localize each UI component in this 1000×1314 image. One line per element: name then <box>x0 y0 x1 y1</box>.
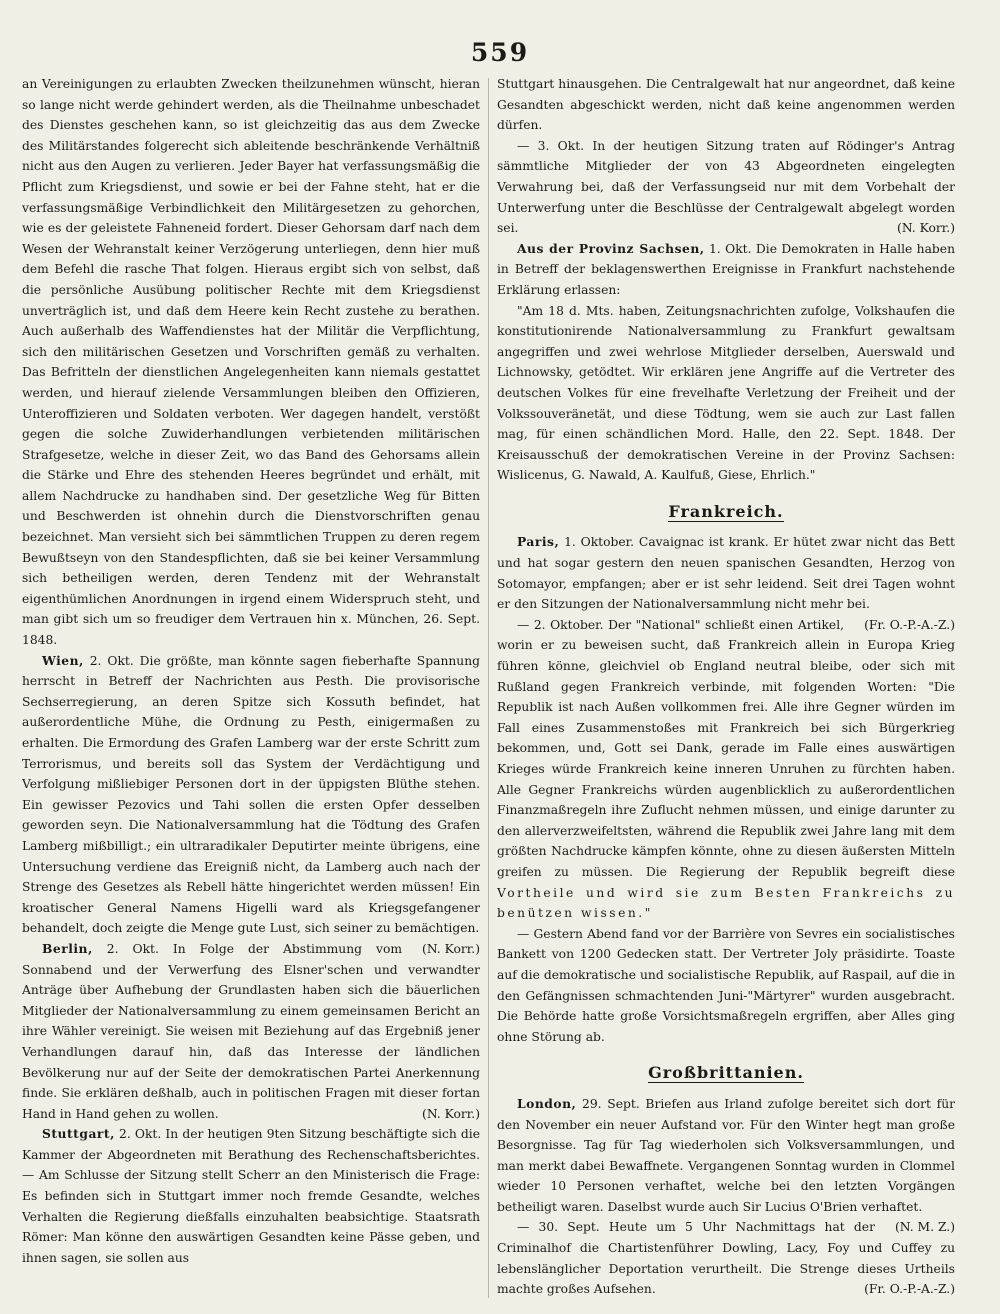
london-sept30-source: (Fr. O.-P.-A.-Z.) <box>864 1282 955 1297</box>
vienna-text: 2. Okt. Die größte, man könnte sagen fieberhafte Spannung herrscht in Betreff der Nachrichten aus Pesth. Die provisorische Sechserregierung, an deren Spitze sich Kossuth befindet, hat außerordentliche Mühe, die Ordnung zu Pesth, einigermaßen zu erhalten. Die Ermordung des Grafen Lamberg war der erste Schritt zum Terrorismus, und bereits soll das System der Verdächtigung und Verfolgung mißliebiger Personen dort in der üppigsten Blüthe stehen. Ein gewisser Pezovics und Tahi sollen die ersten Opfer desselben geworden seyn. Die Nationalversammlung hat die Tödtung des Grafen Lamberg mißbilligt.; ein ultraradikaler Deputirter meinte übrigens, eine Untersuchung verdiene das Ereigniß nicht, da Lamberg auch nach der Strenge des Gesetzes als Rebell hätte hingerichtet werden müssen! Ein kroatischer General Namens Higelli ward als Kriegsgefangener behandelt, doch zeigte die Menge gute Lust, sich seiner zu bemächtigen. <box>22 653 480 936</box>
page-number: 559 <box>470 38 530 67</box>
munich-decree-paragraph: an Vereinigungen zu erlaubten Zwecken theilzunehmen wünscht, hieran so lange nicht werde gehindert werden, als die Theilnahme unbeschadet des Dienstes geschehen kann, so ist gleichzeitig das aus dem Zwecke des Militärstandes folgerecht sich ableitende beschränkende Verhältniß nicht aus den Augen zu verlieren. Jeder Bayer hat verfassungsmäßig die Pflicht zum Kriegsdienst, und sowie er bei der Fahne steht, hat er die verfassungsmäßige Verbindlichkeit den Militärgesetzen zu gehorchen, wie es der geleistete Fahneneid fordert. Dieser Gehorsam darf nach dem Wesen der Wehranstalt keiner Verzögerung unterliegen, denn hier muß dem Befehl die rasche That folgen. Hieraus ergibt sich von selbst, daß die persönliche Ausübung politischer Rechte mit dem Kriegsdienst unverträglich ist, und daß dem Heere kein Recht zustehe zu berathen. Auch außerhalb des Waffendienstes hat der Militär die Verpflichtung, sich den militärischen Gesetzen und Vorschriften gemäß zu verhalten. Das Befritteln der dienstlichen Angelegenheiten kann niemals gestattet werden, und hierauf zielende Versammlungen bleiben den Offizieren, Unteroffizieren und Soldaten verboten. Wer dagegen handelt, verstößt gegen die solche Zuwiderhandlungen verbietenden militärischen Strafgesetze, welche in dieser Zeit, wo das Band des Gehorsams allein die Stärke und Ehre des stehenden Heeres begründet und erhält, mit allem Nachdrucke zu handhaben sind. Der gesetzliche Weg für Bitten und Beschwerden ist ohnehin durch die Dienstvorschriften genau bezeichnet. Man versieht sich bei sämmtlichen Truppen zu deren regem Bewußtseyn von den Standespflichten, daß sie bei keiner Versammlung sich betheiligen werden, deren Tendenz mit der Wehranstalt eigenthümlichen Anordnungen in irgend einem Widerspruch steht, und man gibt sich um so freudiger dem Vertrauen hin x. München, 26. Sept. 1848. <box>22 77 480 648</box>
vienna-source: (N. Korr.) <box>422 941 480 956</box>
saxony-article <box>497 239 955 301</box>
london-text: 29. Sept. Briefen aus Irland zufolge bereitet sich dort für den November ein neuer Aufstand vor. Für den Winter hegt man große Besorgnisse. Tag für Tag wiederholen sich Volksversammlungen, und man merkt dabei Bewaffnete. Vergangenen Sonntag wurden in Clommel wieder 10 Personen verhaftet, welche bei den letzten Vorgängen betheiligt waren. Daselbst wurde auch Sir Lucius O'Brien verhaftet. <box>497 1096 955 1214</box>
stuttgart-text: 2. Okt. In der heutigen 9ten Sitzung beschäftigte sich die Kammer der Abgeordneten mit Berathung des Rechenschaftsberichtes. — Am Schlusse der Sitzung stellt Scherr an den Ministerisch die Frage: Es befinden sich in Stuttgart immer noch fremde Gesandte, welches Verhalten die Regierung dießfalls einzuhalten beabsichtige. Staatsrath Römer: Man könne den auswärtigen Gesandten keine Pässe geben, und ihnen sagen, sie sollen aus <box>22 1127 480 1265</box>
paris-oct2-spaced-text: Vortheile und wird sie zum Besten Frankreichs zu benützen wissen. <box>497 885 955 921</box>
stuttgart-oct3-article <box>497 136 955 239</box>
paris-text: 1. Oktober. Cavaignac ist krank. Er hütet zwar nicht das Bett und hat sogar gestern den neuen spanischen Gesandten, Herzog von Sotomayor, empfangen; aber er ist sehr leidend. Seit drei Tagen wohnt er den Sitzungen der Nationalversammlung nicht mehr bei. <box>497 535 955 612</box>
frankreich-heading-text: Frankreich. <box>668 501 784 521</box>
berlin-text: 2. Okt. In Folge der Abstimmung vom Sonnabend und der Verwerfung des Elsner'schen und verwandter Anträge über Aufhebung der Grundlasten haben sich die bäuerlichen Mitglieder der Nationalversammlung zu einem gemeinsamen Bericht an ihre Wähler vereinigt. Sie weisen mit Beziehung auf das Ergebniß jener Verhandlungen darauf hin, daß das Interesse der ländlichen Bevölkerung nur auf der Seite der demokratischen Partei Anerkennung finde. Sie erklären deßhalb, auch in politischen Fragen mit dieser fortan Hand in Hand gehen zu wollen. <box>22 941 480 1121</box>
stuttgart-oct3-text: — 3. Okt. In der heutigen Sitzung traten auf Rödinger's Antrag sämmtliche Mitglieder der von 43 Abgeordneten eingelegten Verwahrung bei, daß der Verfassungseid nur mit dem Vorbehalt der Unterwerfung unter die Beschlüsse der Centralgewalt abgelegt worden sei. <box>497 138 955 236</box>
stuttgart-oct3-source: (N. Korr.) <box>897 221 955 236</box>
vienna-dateline: Wien, <box>42 652 84 668</box>
paris-banquet-article: — Gestern Abend fand vor der Barrière von Sevres ein socialistisches Bankett von 1200 Gedecken statt. Der Vertreter Joly präsidirte. Toaste auf die demokratische und socialistische Republik, auf Raspail, auf die in den Gefängnissen schmachtenden Juni-"Märtyrer" wurden ausgebracht. Die Behörde hatte große Vorsichtsmaßregeln ergriffen, aber Alles ging ohne Störung ab. <box>497 926 955 1044</box>
berlin-source: (N. Korr.) <box>422 1106 480 1121</box>
berlin-dateline: Berlin, <box>42 940 93 956</box>
paris-dateline: Paris, <box>517 534 560 550</box>
stuttgart-continuation: Stuttgart hinausgehen. Die Centralgewalt hat nur angeordnet, daß keine Gesandten abgeschickt werden, nicht daß keine angenommen werden dürfen. <box>497 77 955 133</box>
paris-oct2-article <box>497 615 955 924</box>
paris-oct2-end: " <box>644 906 651 921</box>
paris-source: (Fr. O.-P.-A.-Z.) <box>864 617 955 632</box>
berlin-article <box>22 939 480 1124</box>
paris-oct2-text: — 2. Oktober. Der "National" schließt einen Artikel, worin er zu beweisen sucht, daß Frankreich allein in Europa Krieg führen könne, gleichviel ob England neutral bleibe, oder sich mit Rußland gegen Frankreich verbinde, mit folgenden Worten: "Die Republik ist nach Außen vollkommen frei. Alle ihre Gegner würden im Fall eines Zusammenstoßes mit Frankreich bei sich Bürgerkrieg bekommen, und, Gott sei Dank, gerade im Falle eines auswärtigen Krieges würde Frankreich keine inneren Unruhen zu fürchten haben. Alle Gegner Frankreichs würden augenblicklich zu außerordentlichen Finanzmaßregeln ihre Zuflucht nehmen müssen, und einige darunter zu den allerverzweifeltsten, während die Republik zwei Jahre lang mit dem größten Nachdrucke kämpfen könnte, ohne zu diesen äußersten Mitteln greifen zu müssen. Die Regierung der Republik begreift diese <box>497 617 955 879</box>
left-column <box>22 74 480 1306</box>
london-sept30-text: — 30. Sept. Heute um 5 Uhr Nachmittags hat der Criminalhof die Chartistenführer Dowling, Lacy, Foy und Cuffey zu lebenslänglicher Deportation verurtheilt. Die Strenge dieses Urtheils machte großes Aufsehen. <box>497 1220 955 1297</box>
section-heading-grossbrittanien <box>497 1063 955 1084</box>
right-column <box>497 74 955 1306</box>
london-dateline: London, <box>517 1095 577 1111</box>
london-article <box>497 1094 955 1235</box>
saxony-text: 1. Okt. Die Demokraten in Halle haben in Betreff der beklagenswerthen Ereignisse in Frankfurt nachstehende Erklärung erlassen: <box>497 241 955 297</box>
paris-article <box>497 532 955 632</box>
saxony-dateline: Aus der Provinz Sachsen, <box>517 240 705 256</box>
section-heading-frankreich <box>497 502 955 523</box>
stuttgart-dateline: Stuttgart, <box>42 1126 115 1142</box>
halle-declaration: "Am 18 d. Mts. haben, Zeitungsnachrichten zufolge, Volkshaufen die konstitutionirende Nationalversammlung zu Frankfurt gewaltsam angegriffen und zwei wehrlose Mitglieder derselben, Auerswald und Lichnowsky, getödtet. Wir erklären jene Angriffe auf die Vertreter des deutschen Volkes für eine frevelhafte Verletzung der Freiheit und der Volkssouveränetät, und diese Tödtung, wem sie auch zur Last fallen mag, für einen schändlichen Mord. Halle, den 22. Sept. 1848. Der Kreisausschuß der demokratischen Vereine in der Provinz Sachsen: Wislicenus, G. Nawald, A. Kaulfuß, Giese, Ehrlich." <box>497 303 955 483</box>
stuttgart-article <box>22 1124 480 1268</box>
london-source: (N. M. Z.) <box>894 1220 955 1235</box>
column-divider <box>488 78 489 1298</box>
grossbrittanien-heading-text: Großbrittanien. <box>648 1063 804 1083</box>
